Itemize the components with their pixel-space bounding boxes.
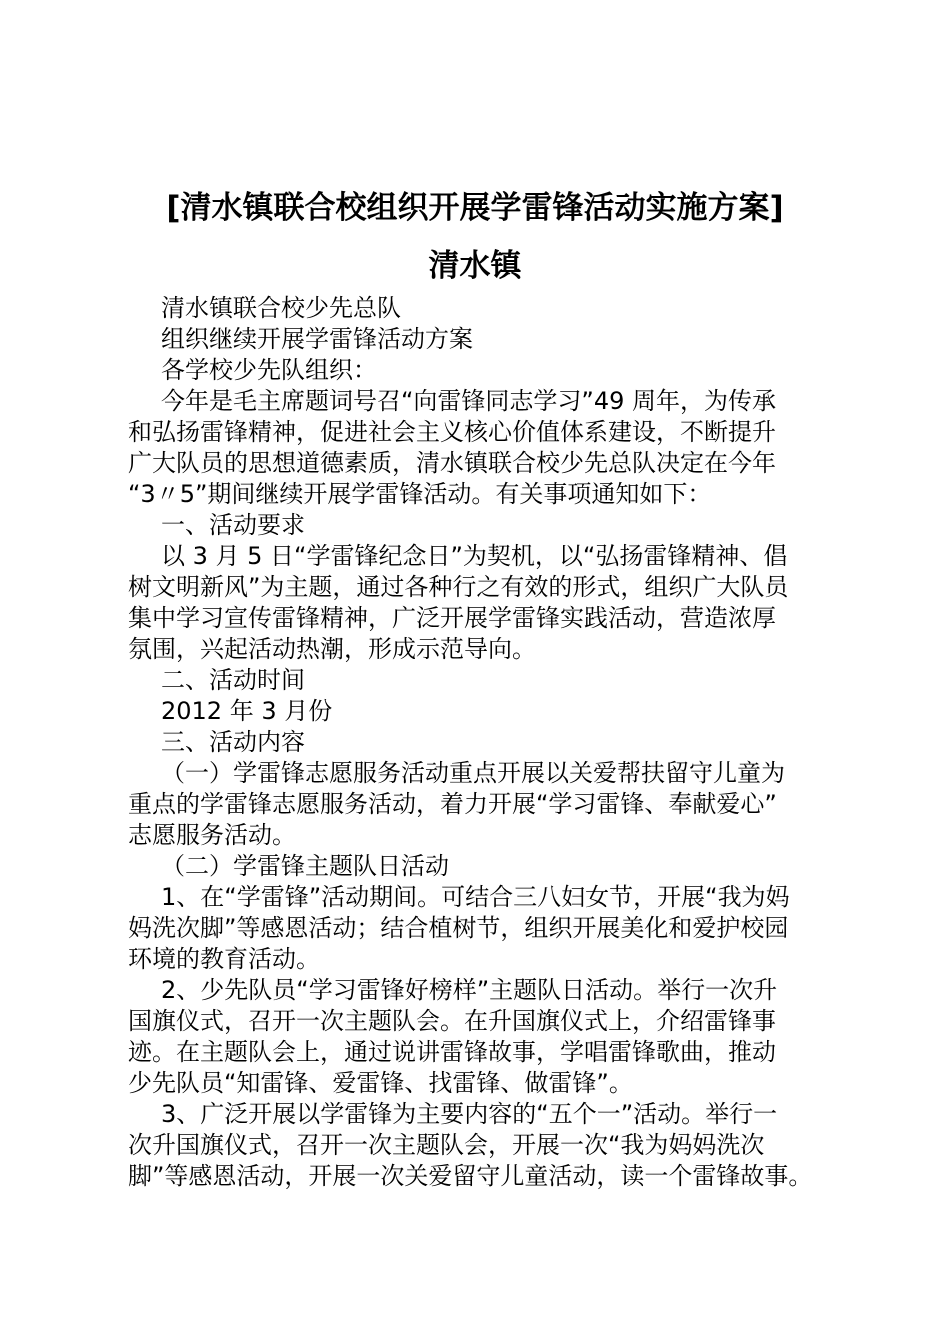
paragraph-line: 妈洗次脚”等感恩活动；结合植树节，组织开展美化和爱护校园 bbox=[128, 914, 789, 942]
paragraph-line: 集中学习宣传雷锋精神，广泛开展学雷锋实践活动，营造浓厚 bbox=[128, 604, 776, 632]
paragraph-line: 次升国旗仪式，召开一次主题队会，开展一次“我为妈妈洗次 bbox=[128, 1131, 765, 1159]
paragraph-line: 3、广泛开展以学雷锋为主要内容的“五个一”活动。举行一 bbox=[161, 1100, 778, 1128]
section-heading: 二、活动时间 bbox=[161, 666, 305, 694]
subsection-heading: （二）学雷锋主题队日活动 bbox=[161, 852, 449, 880]
paragraph-line: （一）学雷锋志愿服务活动重点开展以关爱帮扶留守儿童为 bbox=[161, 759, 785, 787]
document-subtitle: 清水镇 bbox=[428, 248, 522, 284]
paragraph-line: 迹。在主题队会上，通过说讲雷锋故事，学唱雷锋歌曲，推动 bbox=[128, 1038, 776, 1066]
paragraph-line: 少先队员“知雷锋、爱雷锋、找雷锋、做雷锋”。 bbox=[128, 1069, 633, 1097]
paragraph-line: 环境的教育活动。 bbox=[128, 945, 320, 973]
document-title: [清水镇联合校组织开展学雷锋活动实施方案] bbox=[166, 190, 784, 226]
document-body bbox=[128, 293, 833, 1192]
section-heading: 一、活动要求 bbox=[161, 511, 305, 539]
section-heading: 三、活动内容 bbox=[161, 728, 305, 756]
paragraph-line: 今年是毛主席题词号召“向雷锋同志学习”49 周年，为传承 bbox=[161, 387, 777, 415]
paragraph-line: 国旗仪式，召开一次主题队会。在升国旗仪式上，介绍雷锋事 bbox=[128, 1007, 776, 1035]
paragraph-line: 2、少先队员“学习雷锋好榜样”主题队日活动。举行一次升 bbox=[161, 976, 778, 1004]
paragraph-line: 和弘扬雷锋精神，促进社会主义核心价值体系建设，不断提升 bbox=[128, 418, 776, 446]
paragraph-line: 重点的学雷锋志愿服务活动，着力开展“学习雷锋、奉献爱心” bbox=[128, 790, 777, 818]
paragraph-line: 广大队员的思想道德素质，清水镇联合校少先总队决定在今年 bbox=[128, 449, 776, 477]
paragraph-line: “3〃5”期间继续开展学雷锋活动。有关事项通知如下： bbox=[128, 480, 712, 508]
paragraph-line: 各学校少先队组织： bbox=[161, 356, 377, 384]
paragraph-line: 清水镇联合校少先总队 bbox=[161, 294, 401, 322]
paragraph-line: 以 3 月 5 日“学雷锋纪念日”为契机，以“弘扬雷锋精神、倡 bbox=[161, 542, 788, 570]
paragraph-line: 组织继续开展学雷锋活动方案 bbox=[161, 325, 473, 353]
paragraph-line: 2012 年 3 月份 bbox=[161, 697, 333, 725]
paragraph-line: 脚”等感恩活动，开展一次关爱留守儿童活动，读一个雷锋故事。 bbox=[128, 1162, 813, 1190]
paragraph-line: 氛围，兴起活动热潮，形成示范导向。 bbox=[128, 635, 536, 663]
paragraph-line: 志愿服务活动。 bbox=[128, 821, 296, 849]
paragraph-line: 1、在“学雷锋”活动期间。可结合三八妇女节，开展“我为妈 bbox=[161, 883, 790, 911]
paragraph-line: 树文明新风”为主题，通过各种行之有效的形式，组织广大队员 bbox=[128, 573, 789, 601]
